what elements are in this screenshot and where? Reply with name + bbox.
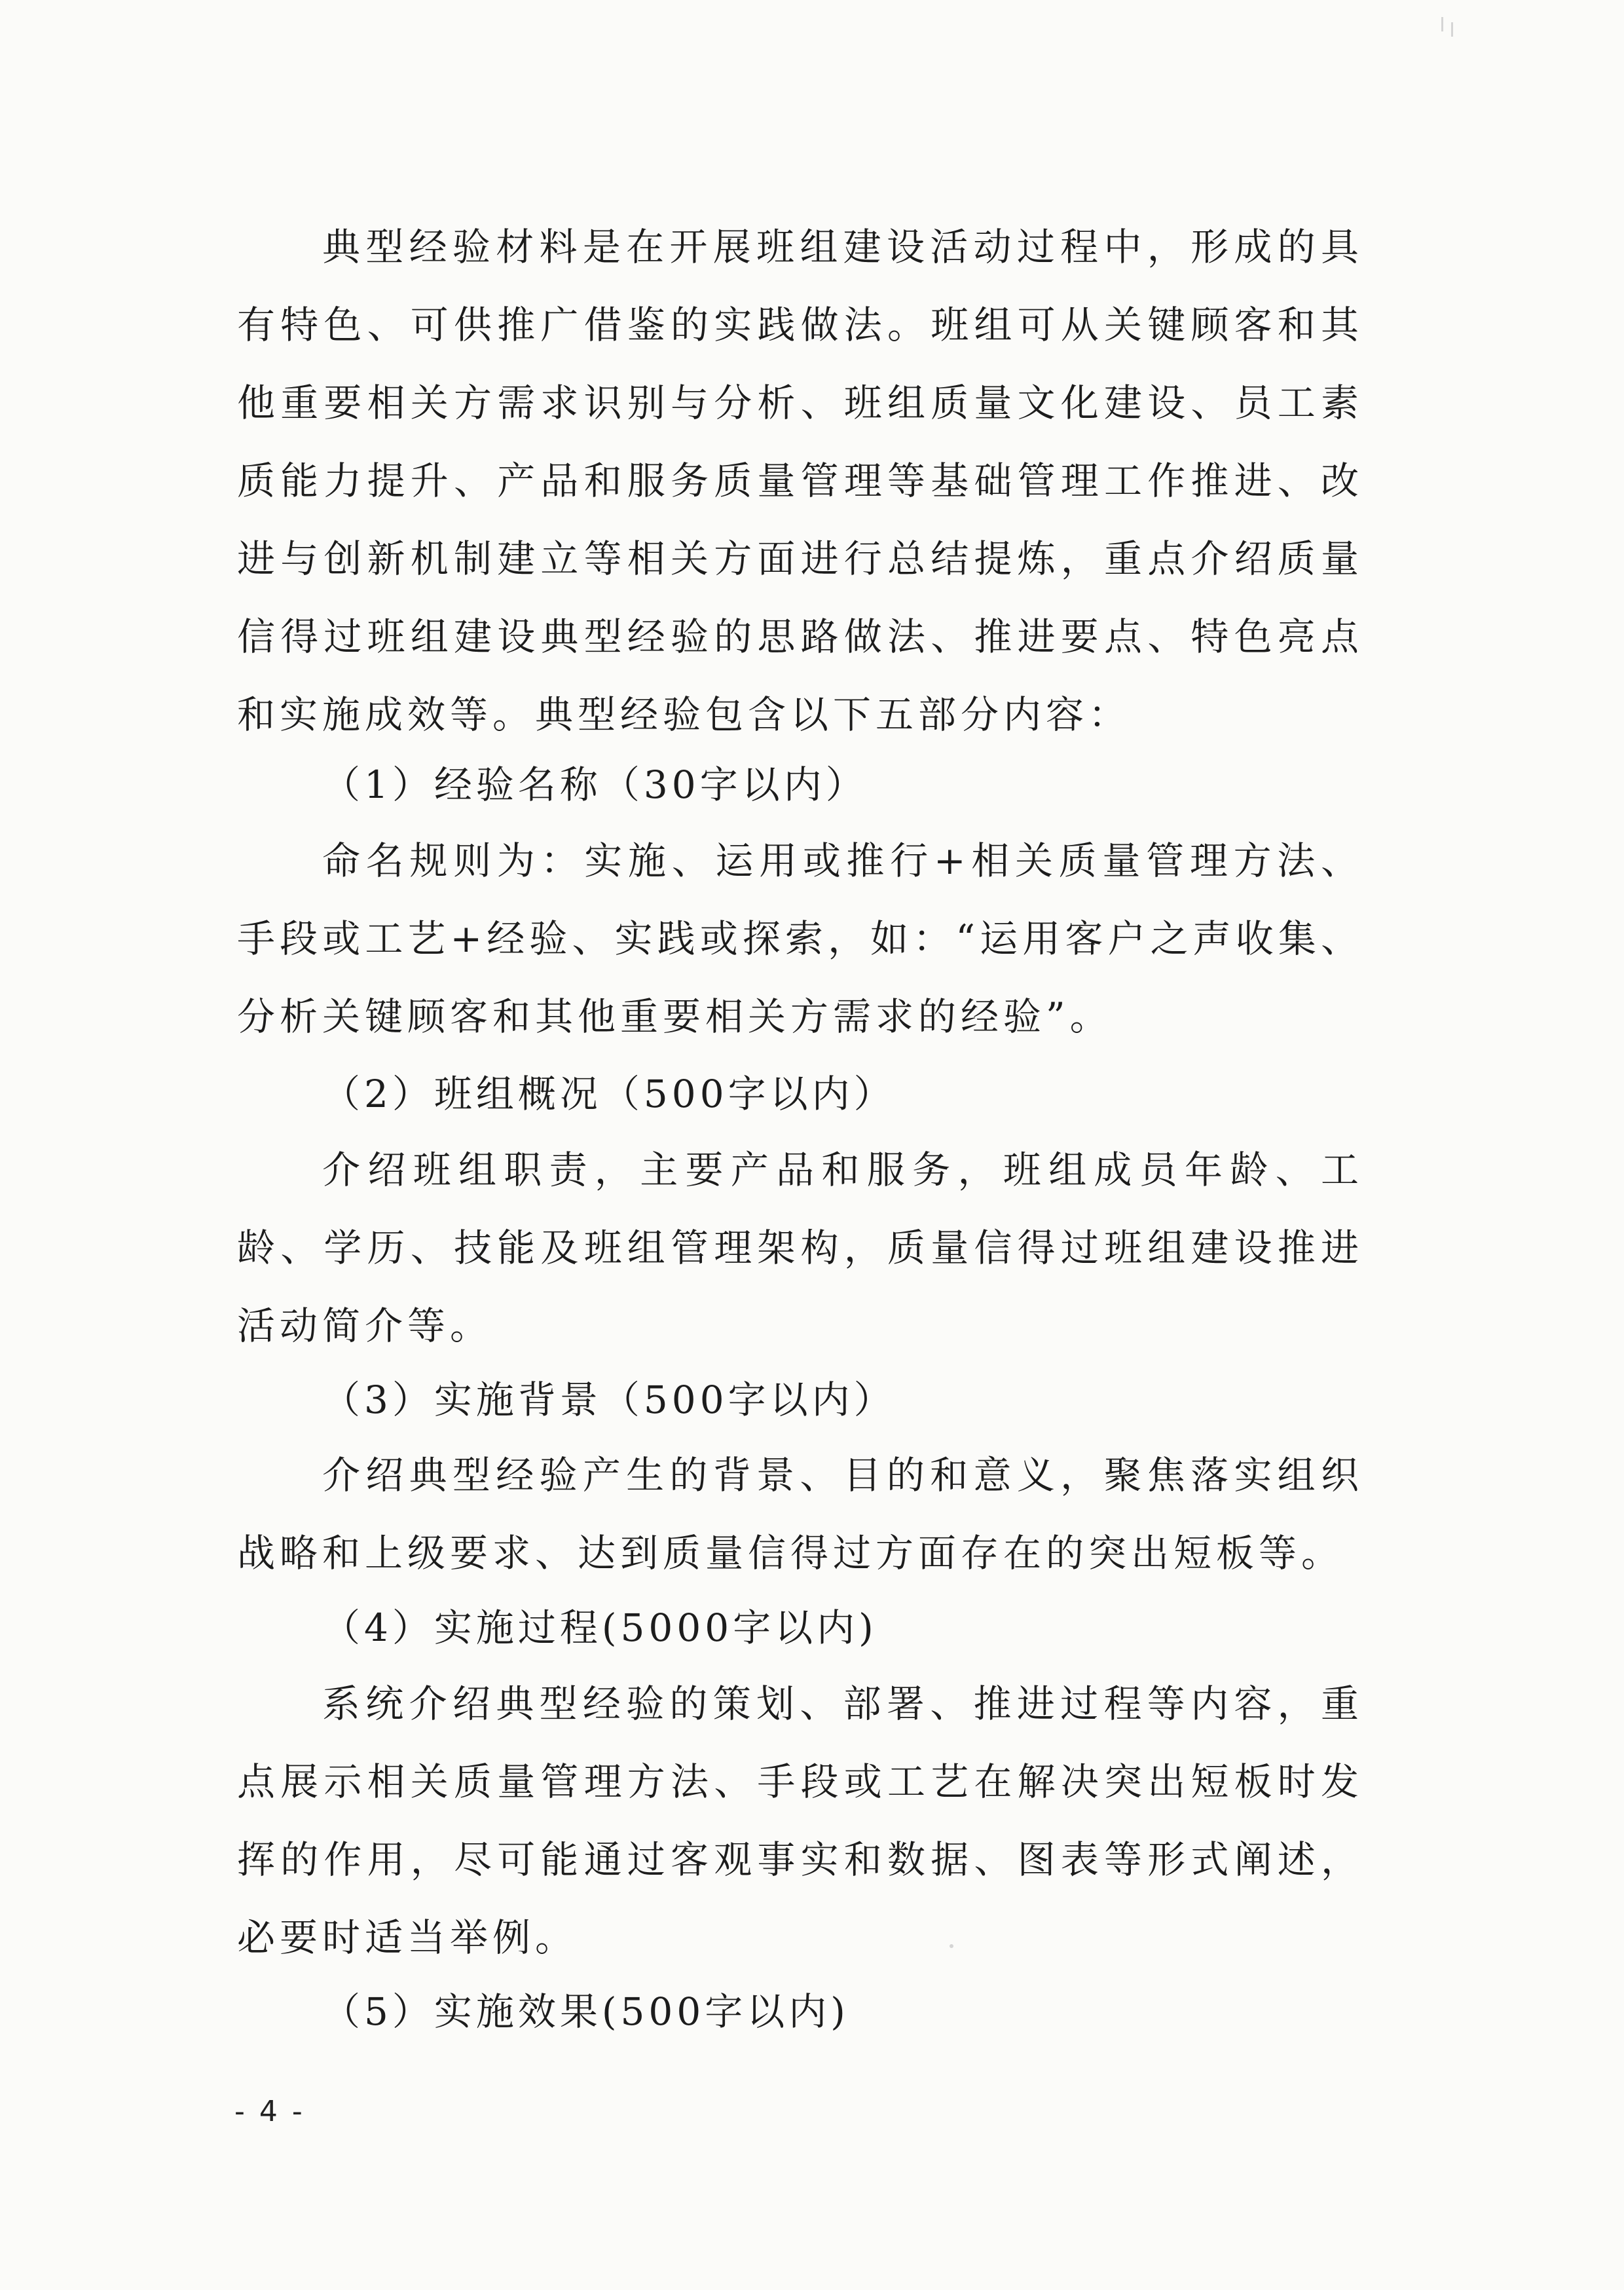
section-1-body: 命名规则为：实施、运用或推行+相关质量管理方法、手段或工艺+经验、实践或探索，如：“运用客户之声收集、分析关键顾客和其他重要相关方需求的经验”。 <box>237 838 1363 1039</box>
section-4-heading: （4）实施过程(5000字以内) <box>322 1605 877 1650</box>
section-2-body: 介绍班组职责，主要产品和服务，班组成员年龄、工龄、学历、技能及班组管理架构，质量信得过班组建设推进活动简介等。 <box>237 1148 1363 1348</box>
scan-artifact <box>950 1944 953 1948</box>
section-2-heading: （2）班组概况（500字以内） <box>322 1072 896 1116</box>
section-1-heading: （1）经验名称（30字以内） <box>322 762 868 807</box>
section-5-heading: （5）实施效果(500字以内) <box>322 1989 849 2034</box>
page-number: - 4 - <box>234 2095 305 2128</box>
section-3-body: 介绍典型经验产生的背景、目的和意义，聚焦落实组织战略和上级要求、达到质量信得过方面存在的突出短板等。 <box>237 1453 1363 1575</box>
section-3-heading: （3）实施背景（500字以内） <box>322 1378 896 1422</box>
section-4-body: 系统介绍典型经验的策划、部署、推进过程等内容，重点展示相关质量管理方法、手段或工艺在解决突出短板时发挥的作用，尽可能通过客观事实和数据、图表等形式阐述，必要时适当举例。 <box>237 1681 1363 1960</box>
intro-paragraph: 典型经验材料是在开展班组建设活动过程中，形成的具有特色、可供推广借鉴的实践做法。班组可从关键顾客和其他重要相关方需求识别与分析、班组质量文化建设、员工素质能力提升、产品和服务质量管理等基础管理工作推进、改进与创新机制建立等相关方面进行总结提炼，重点介绍质量信得过班组建设典型经验的思路做法、推进要点、特色亮点和实施成效等。典型经验包含以下五部分内容： <box>237 225 1363 737</box>
scan-artifact <box>1451 22 1453 37</box>
scan-artifact <box>1441 17 1443 31</box>
